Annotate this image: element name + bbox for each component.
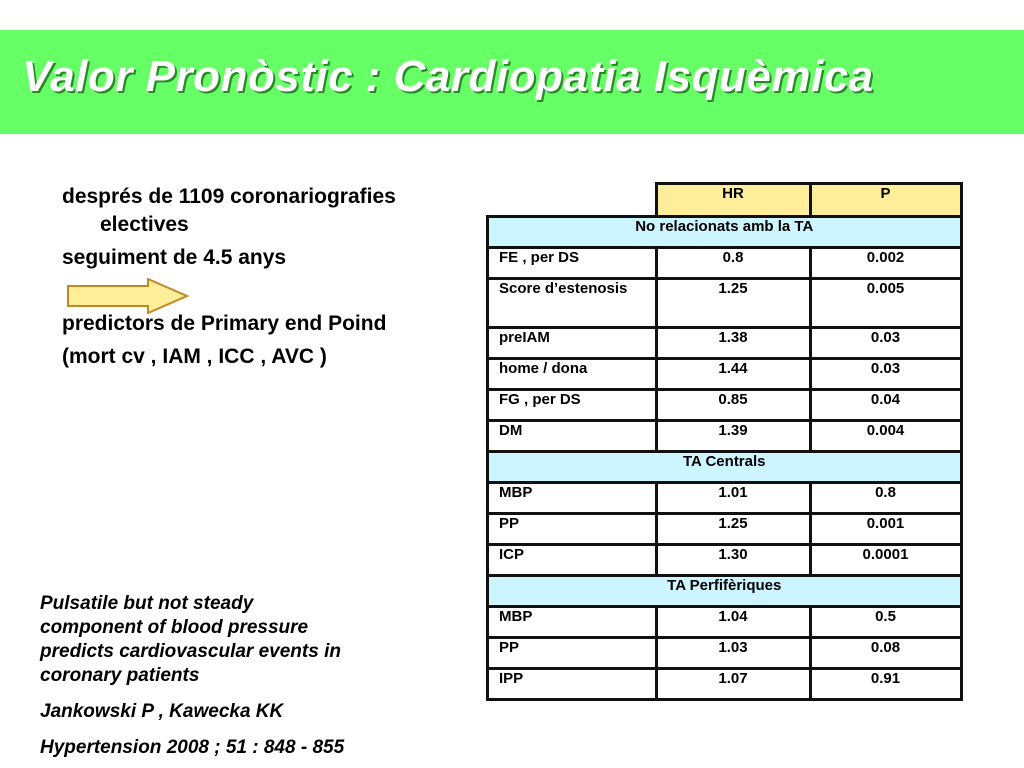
section-title: No relacionats amb la TA xyxy=(488,217,962,248)
section-header xyxy=(488,452,962,483)
row-label: PP xyxy=(488,514,657,545)
table-row xyxy=(488,545,962,576)
table-row xyxy=(488,359,962,390)
intro-line-4: predictors de Primary end Poind xyxy=(62,312,387,335)
row-label: preIAM xyxy=(488,328,657,359)
row-hr: 1.44 xyxy=(656,359,810,390)
row-hr: 1.38 xyxy=(656,328,810,359)
row-hr: 0.85 xyxy=(656,390,810,421)
row-hr: 1.04 xyxy=(656,607,810,638)
intro-line-2: electives xyxy=(100,213,189,236)
row-hr: 1.25 xyxy=(656,279,810,328)
section-header xyxy=(488,576,962,607)
slide-title: Valor Pronòstic : Cardiopatia Isquèmica xyxy=(22,52,874,101)
row-hr: 1.01 xyxy=(656,483,810,514)
intro-line-5: (mort cv , IAM , ICC , AVC ) xyxy=(62,345,327,368)
row-p: 0.001 xyxy=(810,514,961,545)
table-row xyxy=(488,483,962,514)
row-hr: 1.39 xyxy=(656,421,810,452)
row-p: 0.002 xyxy=(810,248,961,279)
header-p: P xyxy=(810,184,961,217)
row-p: 0.0001 xyxy=(810,545,961,576)
row-p: 0.03 xyxy=(810,328,961,359)
row-label: ICP xyxy=(488,545,657,576)
row-p: 0.04 xyxy=(810,390,961,421)
row-p: 0.5 xyxy=(810,607,961,638)
table-row xyxy=(488,328,962,359)
row-label: IPP xyxy=(488,669,657,700)
section-title: TA Centrals xyxy=(488,452,962,483)
row-hr: 1.03 xyxy=(656,638,810,669)
table-row xyxy=(488,248,962,279)
row-p: 0.91 xyxy=(810,669,961,700)
row-p: 0.8 xyxy=(810,483,961,514)
table-row xyxy=(488,669,962,700)
table-row xyxy=(488,421,962,452)
table-row xyxy=(488,607,962,638)
table-row xyxy=(488,514,962,545)
results-table xyxy=(486,182,963,701)
row-hr: 1.07 xyxy=(656,669,810,700)
row-label: DM xyxy=(488,421,657,452)
intro-line-1: després de 1109 coronariografies xyxy=(62,185,396,208)
row-p: 0.08 xyxy=(810,638,961,669)
row-label: MBP xyxy=(488,483,657,514)
table-header-row xyxy=(488,184,962,217)
row-label: Score d’estenosis xyxy=(488,279,657,328)
row-p: 0.005 xyxy=(810,279,961,328)
section-header xyxy=(488,217,962,248)
table-row xyxy=(488,390,962,421)
row-p: 0.004 xyxy=(810,421,961,452)
row-label: FG , per DS xyxy=(488,390,657,421)
row-hr: 1.30 xyxy=(656,545,810,576)
row-label: FE , per DS xyxy=(488,248,657,279)
header-blank-cell xyxy=(488,184,657,217)
citation-line-4: coronary patients xyxy=(40,665,200,686)
intro-line-3: seguiment de 4.5 anys xyxy=(62,246,287,269)
citation-journal: Hypertension 2008 ; 51 : 848 - 855 xyxy=(40,737,345,758)
citation-line-2: component of blood pressure xyxy=(40,617,309,638)
row-hr: 1.25 xyxy=(656,514,810,545)
table-row xyxy=(488,638,962,669)
header-hr: HR xyxy=(656,184,810,217)
row-label: MBP xyxy=(488,607,657,638)
right-arrow-icon xyxy=(66,278,190,314)
table-row xyxy=(488,279,962,328)
row-label: home / dona xyxy=(488,359,657,390)
citation-line-1: Pulsatile but not steady xyxy=(40,593,254,614)
row-label: PP xyxy=(488,638,657,669)
citation-line-3: predicts cardiovascular events in xyxy=(40,641,341,662)
section-title: TA Perfifèriques xyxy=(488,576,962,607)
row-hr: 0.8 xyxy=(656,248,810,279)
row-p: 0.03 xyxy=(810,359,961,390)
citation-authors: Jankowski P , Kawecka KK xyxy=(40,701,284,722)
